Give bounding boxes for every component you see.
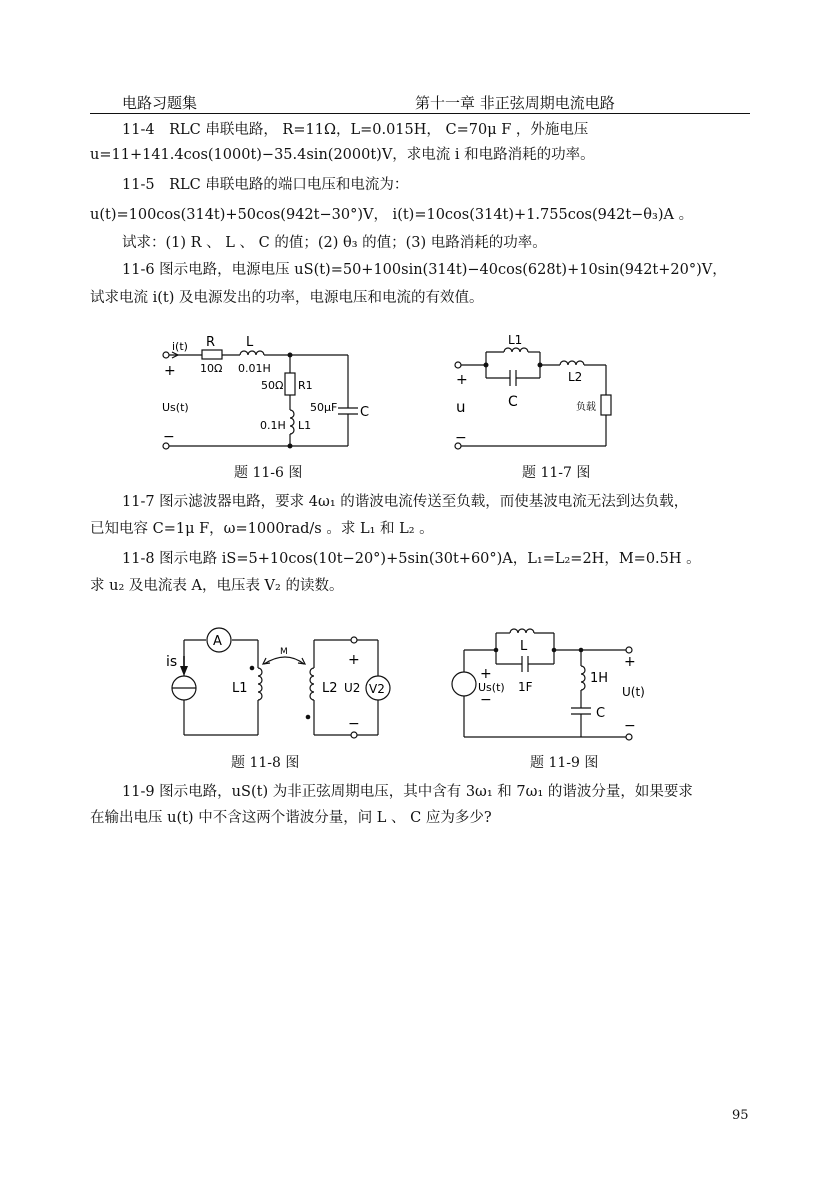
fig11-7-load-label: 负载 — [576, 402, 596, 413]
fig11-9-out-plus: + — [624, 654, 636, 670]
figure-11-8-caption: 题 11-8 图 — [231, 755, 300, 771]
fig11-6-L-label: L — [246, 335, 254, 350]
header-chapter-title: 第十一章 非正弦周期电流电路 — [415, 94, 615, 112]
problem-11-7-line1: 11-7 图示滤波器电路，要求 4ω₁ 的谐波电流传送至负载，而使基波电流无法到达负载， — [122, 494, 689, 510]
problem-11-7-line2: 已知电容 C=1μ F，ω=1000rad/s 。求 L₁ 和 L₂ 。 — [90, 521, 434, 537]
fig11-8-plus: + — [348, 652, 360, 668]
fig11-7-plus: + — [456, 372, 468, 388]
fig11-9-1H-label: 1H — [590, 671, 609, 686]
fig11-9-1F-label: 1F — [518, 680, 533, 694]
figure-11-6-caption: 题 11-6 图 — [234, 465, 303, 481]
problem-11-9-line1: 11-9 图示电路，uS(t) 为非正弦周期电压，其中含有 3ω₁ 和 7ω₁ 的谐波分量，如果要求 — [122, 784, 693, 800]
fig11-6-R1-value: 50Ω — [261, 379, 284, 392]
fig11-6-R-value: 10Ω — [200, 362, 223, 375]
fig11-7-C-label: C — [508, 394, 518, 410]
fig11-7-L2-label: L2 — [568, 370, 583, 384]
fig11-8-u2-label: U2 — [344, 681, 361, 695]
fig11-9-C-label: C — [596, 706, 606, 721]
fig11-8-ammeter-label: A — [213, 634, 222, 649]
fig11-6-source-label: Us(t) — [162, 401, 189, 414]
fig11-9-source-plus: + — [480, 666, 492, 682]
figure-11-8-circuit — [158, 620, 398, 750]
problem-11-8-line2: 求 u₂ 及电流表 A，电压表 V₂ 的读数。 — [90, 578, 344, 594]
page-number: 95 — [732, 1108, 749, 1123]
fig11-6-minus: − — [163, 429, 175, 445]
fig11-7-u-label: u — [456, 398, 466, 416]
problem-11-6-line1: 11-6 图示电路，电源电压 uS(t)=50+100sin(314t)−40cos(628t)+10sin(942t+20°)V， — [122, 262, 727, 278]
fig11-6-R1-label: R1 — [298, 379, 313, 392]
fig11-6-plus: + — [164, 363, 176, 379]
problem-11-5-line1: 11-5 RLC 串联电路的端口电压和电流为： — [122, 177, 409, 193]
figure-11-6-circuit — [150, 328, 370, 458]
problem-11-4-line1: 11-4 RLC 串联电路， R=11Ω，L=0.015H， C=70μ F ，外施电压 — [122, 122, 589, 138]
fig11-8-L2-label: L2 — [322, 681, 338, 696]
fig11-6-L1-value: 0.1H — [260, 419, 286, 432]
problem-11-8-line1: 11-8 图示电路 iS=5+10cos(10t−20°)+5sin(30t+60°)A，L₁=L₂=2H，M=0.5H 。 — [122, 551, 701, 567]
fig11-9-L-label: L — [520, 639, 528, 654]
fig11-7-minus: − — [455, 430, 467, 446]
fig11-6-R-label: R — [206, 335, 216, 350]
fig11-6-L1-label: L1 — [298, 419, 312, 432]
fig11-8-minus: − — [348, 716, 360, 732]
fig11-9-source-label: Us(t) — [478, 681, 505, 694]
problem-11-9-line2: 在输出电压 u(t) 中不含这两个谐波分量，问 L 、 C 应为多少? — [90, 810, 492, 826]
fig11-9-out-minus: − — [624, 718, 636, 734]
fig11-9-source-minus: − — [480, 692, 492, 708]
problem-11-4-line2: u=11+141.4cos(1000t)−35.4sin(2000t)V，求电流 i 和电路消耗的功率。 — [90, 147, 595, 163]
problem-11-6-line2: 试求电流 i(t) 及电源发出的功率，电源电压和电流的有效值。 — [90, 290, 484, 306]
figure-11-7-circuit — [446, 328, 626, 458]
header-book-title: 电路习题集 — [122, 94, 198, 112]
problem-11-5-line3: 试求：(1) R 、 L 、 C 的值；(2) θ₃ 的值；(3) 电路消耗的功率。 — [122, 235, 547, 251]
fig11-6-C-label: C — [360, 405, 370, 420]
fig11-8-source-label: is — [166, 654, 178, 670]
fig11-8-L1-label: L1 — [232, 681, 248, 696]
problem-11-5-line2: u(t)=100cos(314t)+50cos(942t−30°)V， i(t)=10cos(314t)+1.755cos(942t−θ₃)A 。 — [90, 207, 694, 223]
figure-11-7-caption: 题 11-7 图 — [522, 465, 591, 481]
fig11-8-M-label: M — [280, 647, 288, 657]
header-rule — [90, 113, 750, 114]
fig11-6-C-value: 50μF — [310, 401, 338, 414]
fig11-6-L-value: 0.01H — [238, 362, 271, 375]
fig11-9-out-label: U(t) — [622, 685, 645, 699]
figure-11-9-circuit — [446, 620, 666, 750]
fig11-8-voltmeter-label: V2 — [369, 682, 385, 696]
figure-11-9-caption: 题 11-9 图 — [530, 755, 599, 771]
fig11-6-current-label: i(t) — [172, 340, 188, 353]
fig11-7-L1-label: L1 — [508, 333, 523, 347]
